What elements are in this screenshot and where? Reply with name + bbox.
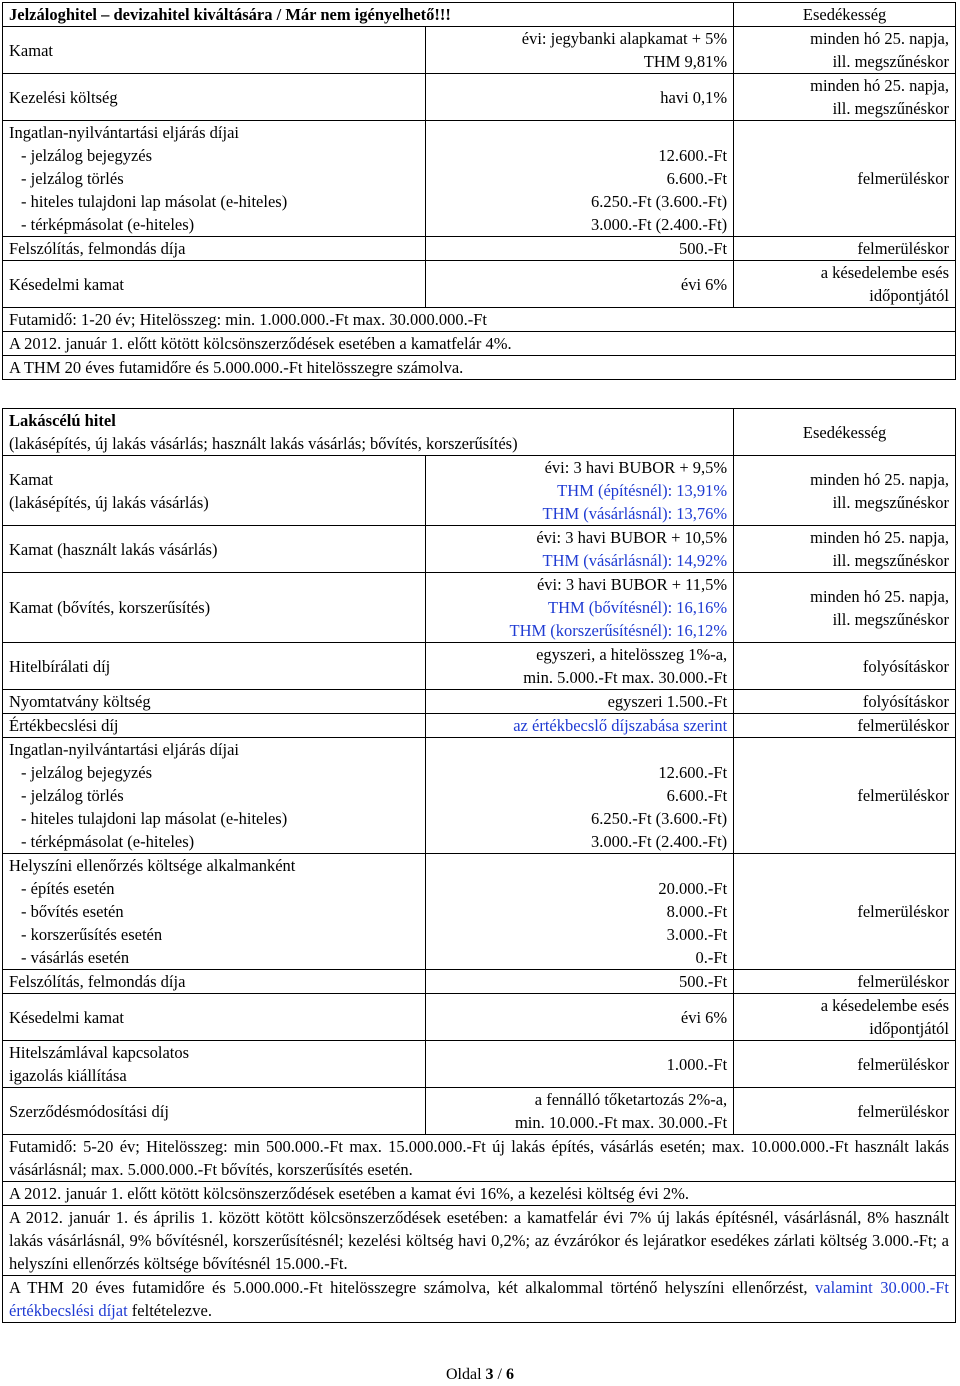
row-due: felmerüléskor [734,1088,956,1135]
note-row [3,332,956,356]
list-item: - korszerűsítés esetén [21,925,163,944]
table-row [3,27,956,74]
due-line: időpontjától [869,286,949,305]
row-label: Értékbecslési díj [3,714,426,738]
value-line: min. 5.000.-Ft max. 30.000.-Ft [523,668,728,687]
note-row [3,356,956,380]
note: Futamidő: 1-20 év; Hitelösszeg: min. 1.000.000.-Ft max. 30.000.000.-Ft [3,308,956,332]
row-due [734,456,956,526]
row-due [734,74,956,121]
row-due: felmerüléskor [734,854,956,970]
value-line: 6.250.-Ft (3.600.-Ft) [591,192,728,211]
row-label: Hitelbírálati díj [3,643,426,690]
list-item: - jelzálog törlés [21,786,124,805]
table-lakascelu-hitel [2,408,956,1323]
note-row [3,1182,956,1206]
value-line: min. 10.000.-Ft max. 30.000.-Ft [514,1113,728,1132]
list-item: - jelzálog törlés [21,169,124,188]
due-line: ill. megszűnéskor [832,492,949,512]
page-total: 6 [506,1366,514,1383]
page-label: Oldal [446,1366,486,1383]
row-value [426,526,734,573]
table-row [3,714,956,738]
row-value [426,573,734,643]
thm-line: THM (vásárlásnál): 14,92% [542,551,728,570]
table-row [3,738,956,854]
note: A 2012. január 1. előtt kötött kölcsönszerződések esetében a kamatfelár 4%. [3,332,956,356]
due-header: Esedékesség [734,409,956,456]
note: Futamidő: 5-20 év; Hitelösszeg: min 500.000.-Ft max. 15.000.000.-Ft új lakás építés, vásárlás esetén; max. 10.000.000.-Ft használt lakás vásárlásnál; max. 5.000.000.-Ft bővítés, korszerűsítés esetén. [3,1135,956,1182]
due-line: a késedelembe esés [820,263,949,282]
row-due: felmerüléskor [734,738,956,854]
row-due: felmerüléskor [734,970,956,994]
row-label [3,456,426,526]
note [3,1276,956,1323]
row-value [426,1088,734,1135]
value-line: THM 9,81% [643,52,728,71]
row-value: 500.-Ft [426,237,734,261]
row-label: Kamat (bővítés, korszerűsítés) [3,573,426,643]
table-jelzaloghitel [2,2,956,380]
value-line: 6.600.-Ft [666,786,728,805]
due-line: ill. megszűnéskor [832,551,949,570]
row-due: felmerüléskor [734,121,956,237]
table-row [3,237,956,261]
row-due: folyósításkor [734,690,956,714]
value-line: 3.000.-Ft (2.400.-Ft) [591,215,728,234]
due-line: minden hó 25. napja, [810,76,949,95]
note: A 2012. január 1. és április 1. között kötött kölcsönszerződések esetében: a kamatfelár évi 7% új lakás építésnél, vásárlásnál, 8% használt lakás vásárlásnál, 9% bővítésnél, korszerűsítésnél; kezelési költség havi 0,2%; az évzárókor és lejáratkor esedékes zárlati költség 3.000.-Ft; a helyszíni ellenőrzés költsége bővítésnél 15.000.-Ft. [3,1206,956,1276]
table-row [3,994,956,1041]
row-value: egyszeri 1.500.-Ft [426,690,734,714]
page-footer [0,1363,960,1386]
list-item: - térképmásolat (e-hiteles) [21,832,195,851]
row-due: felmerüléskor [734,714,956,738]
row-value [426,854,734,970]
note-highlight: valamint 30.000.-Ft értékbecslési díjat [9,1278,950,1320]
list-item: - térképmásolat (e-hiteles) [21,215,195,234]
row-label: Késedelmi kamat [3,261,426,308]
value-line: 8.000.-Ft [666,902,728,921]
list-item: - jelzálog bejegyzés [21,146,153,165]
due-line: ill. megszűnéskor [832,52,949,71]
value-line: a fennálló tőketartozás 2%-a, [534,1090,728,1109]
table-row [3,573,956,643]
row-value: havi 0,1% [426,74,734,121]
value-line: 6.600.-Ft [666,169,728,188]
label-line: igazolás kiállítása [9,1066,127,1085]
section-heading: Ingatlan-nyilvántartási eljárás díjai [9,123,239,142]
row-label [3,738,426,854]
value-line: évi: jegybanki alapkamat + 5% [521,29,728,48]
thm-line: THM (korszerűsítésnél): 16,12% [509,621,728,640]
note-row [3,1206,956,1276]
table-row [3,526,956,573]
row-value: évi 6% [426,994,734,1041]
row-label: Kezelési költség [3,74,426,121]
row-label [3,854,426,970]
row-due [734,261,956,308]
table-row [3,970,956,994]
label-line: (lakásépítés, új lakás vásárlás) [9,492,209,512]
table-row [3,854,956,970]
table-row [3,74,956,121]
table-row [3,643,956,690]
value-line: egyszeri, a hitelösszeg 1%-a, [536,645,728,664]
row-label [3,1041,426,1088]
row-value [426,27,734,74]
due-line: minden hó 25. napja, [810,528,949,547]
value-line: 0.-Ft [695,948,728,967]
due-line: minden hó 25. napja, [810,586,949,606]
row-due: felmerüléskor [734,1041,956,1088]
due-line: minden hó 25. napja, [810,29,949,48]
list-item: - jelzálog bejegyzés [21,763,153,782]
value-line: 3.000.-Ft [666,925,728,944]
value-line: 6.250.-Ft (3.600.-Ft) [591,809,728,828]
value-line: 12.600.-Ft [658,146,728,165]
thm-line: THM (vásárlásnál): 13,76% [542,504,728,523]
table-row [3,456,956,526]
table-title: Lakáscélú hitel [9,411,116,430]
row-label: Szerződésmódosítási díj [3,1088,426,1135]
value-line: 20.000.-Ft [658,879,728,898]
label-line: Hitelszámlával kapcsolatos [9,1043,190,1062]
table-row [3,121,956,237]
row-label [3,121,426,237]
row-label: Felszólítás, felmondás díja [3,237,426,261]
note-row [3,308,956,332]
table-row [3,261,956,308]
row-value [426,121,734,237]
note-row [3,1276,956,1323]
row-label: Kamat [3,27,426,74]
row-value [426,643,734,690]
note: A 2012. január 1. előtt kötött kölcsönszerződések esetében a kamat évi 16%, a kezelési költség évi 2%. [3,1182,956,1206]
value-line: évi: 3 havi BUBOR + 11,5% [536,575,728,594]
row-due [734,526,956,573]
list-item: - hiteles tulajdoni lap másolat (e-hiteles) [21,809,288,828]
due-line: időpontjától [869,1019,949,1038]
row-value [426,456,734,526]
due-header: Esedékesség [734,3,956,27]
due-line: ill. megszűnéskor [832,99,949,118]
table-row [3,1088,956,1135]
row-label: Felszólítás, felmondás díja [3,970,426,994]
note-text: A THM 20 éves futamidőre és 5.000.000.-Ft hitelösszegre számolva, két alkalommal történő helyszíni ellenőrzést, [9,1278,808,1297]
label-line: Kamat [9,469,53,489]
table-subtitle: (lakásépítés, új lakás vásárlás; használt lakás vásárlás; bővítés, korszerűsítés) [9,434,518,453]
list-item: - vásárlás esetén [21,948,130,967]
thm-line: THM (bővítésnél): 16,16% [547,598,728,617]
row-value: 1.000.-Ft [426,1041,734,1088]
section-heading: Ingatlan-nyilvántartási eljárás díjai [9,740,239,759]
list-item: - építés esetén [21,879,115,898]
row-due [734,994,956,1041]
row-due [734,27,956,74]
note-text: feltételezve. [127,1301,212,1320]
value-line: 3.000.-Ft (2.400.-Ft) [591,832,728,851]
page-separator: / [493,1366,506,1383]
list-item: - hiteles tulajdoni lap másolat (e-hiteles) [21,192,288,211]
row-label: Nyomtatvány költség [3,690,426,714]
row-label: Késedelmi kamat [3,994,426,1041]
value-line: évi: 3 havi BUBOR + 9,5% [544,458,728,477]
row-due [734,573,956,643]
list-item: - bővítés esetén [21,902,124,921]
table-row [3,690,956,714]
due-line: ill. megszűnéskor [832,609,949,629]
table-title: Jelzáloghitel – devizahitel kiváltására / Már nem igényelhető!!! [3,3,734,27]
table-title-cell [3,409,734,456]
due-line: minden hó 25. napja, [810,469,949,489]
due-line: a késedelembe esés [820,996,949,1015]
row-label: Kamat (használt lakás vásárlás) [3,526,426,573]
section-heading: Helyszíni ellenőrzés költsége alkalmanként [9,856,296,875]
row-value [426,738,734,854]
value-line: évi: 3 havi BUBOR + 10,5% [536,528,728,547]
row-due: felmerüléskor [734,237,956,261]
thm-line: THM (építésnél): 13,91% [557,481,728,500]
row-due: folyósításkor [734,643,956,690]
row-value: évi 6% [426,261,734,308]
note-row [3,1135,956,1182]
row-value: az értékbecslő díjszabása szerint [426,714,734,738]
note: A THM 20 éves futamidőre és 5.000.000.-Ft hitelösszegre számolva. [3,356,956,380]
table-row [3,1041,956,1088]
value-line: 12.600.-Ft [658,763,728,782]
page-current: 3 [485,1366,494,1383]
row-value: 500.-Ft [426,970,734,994]
